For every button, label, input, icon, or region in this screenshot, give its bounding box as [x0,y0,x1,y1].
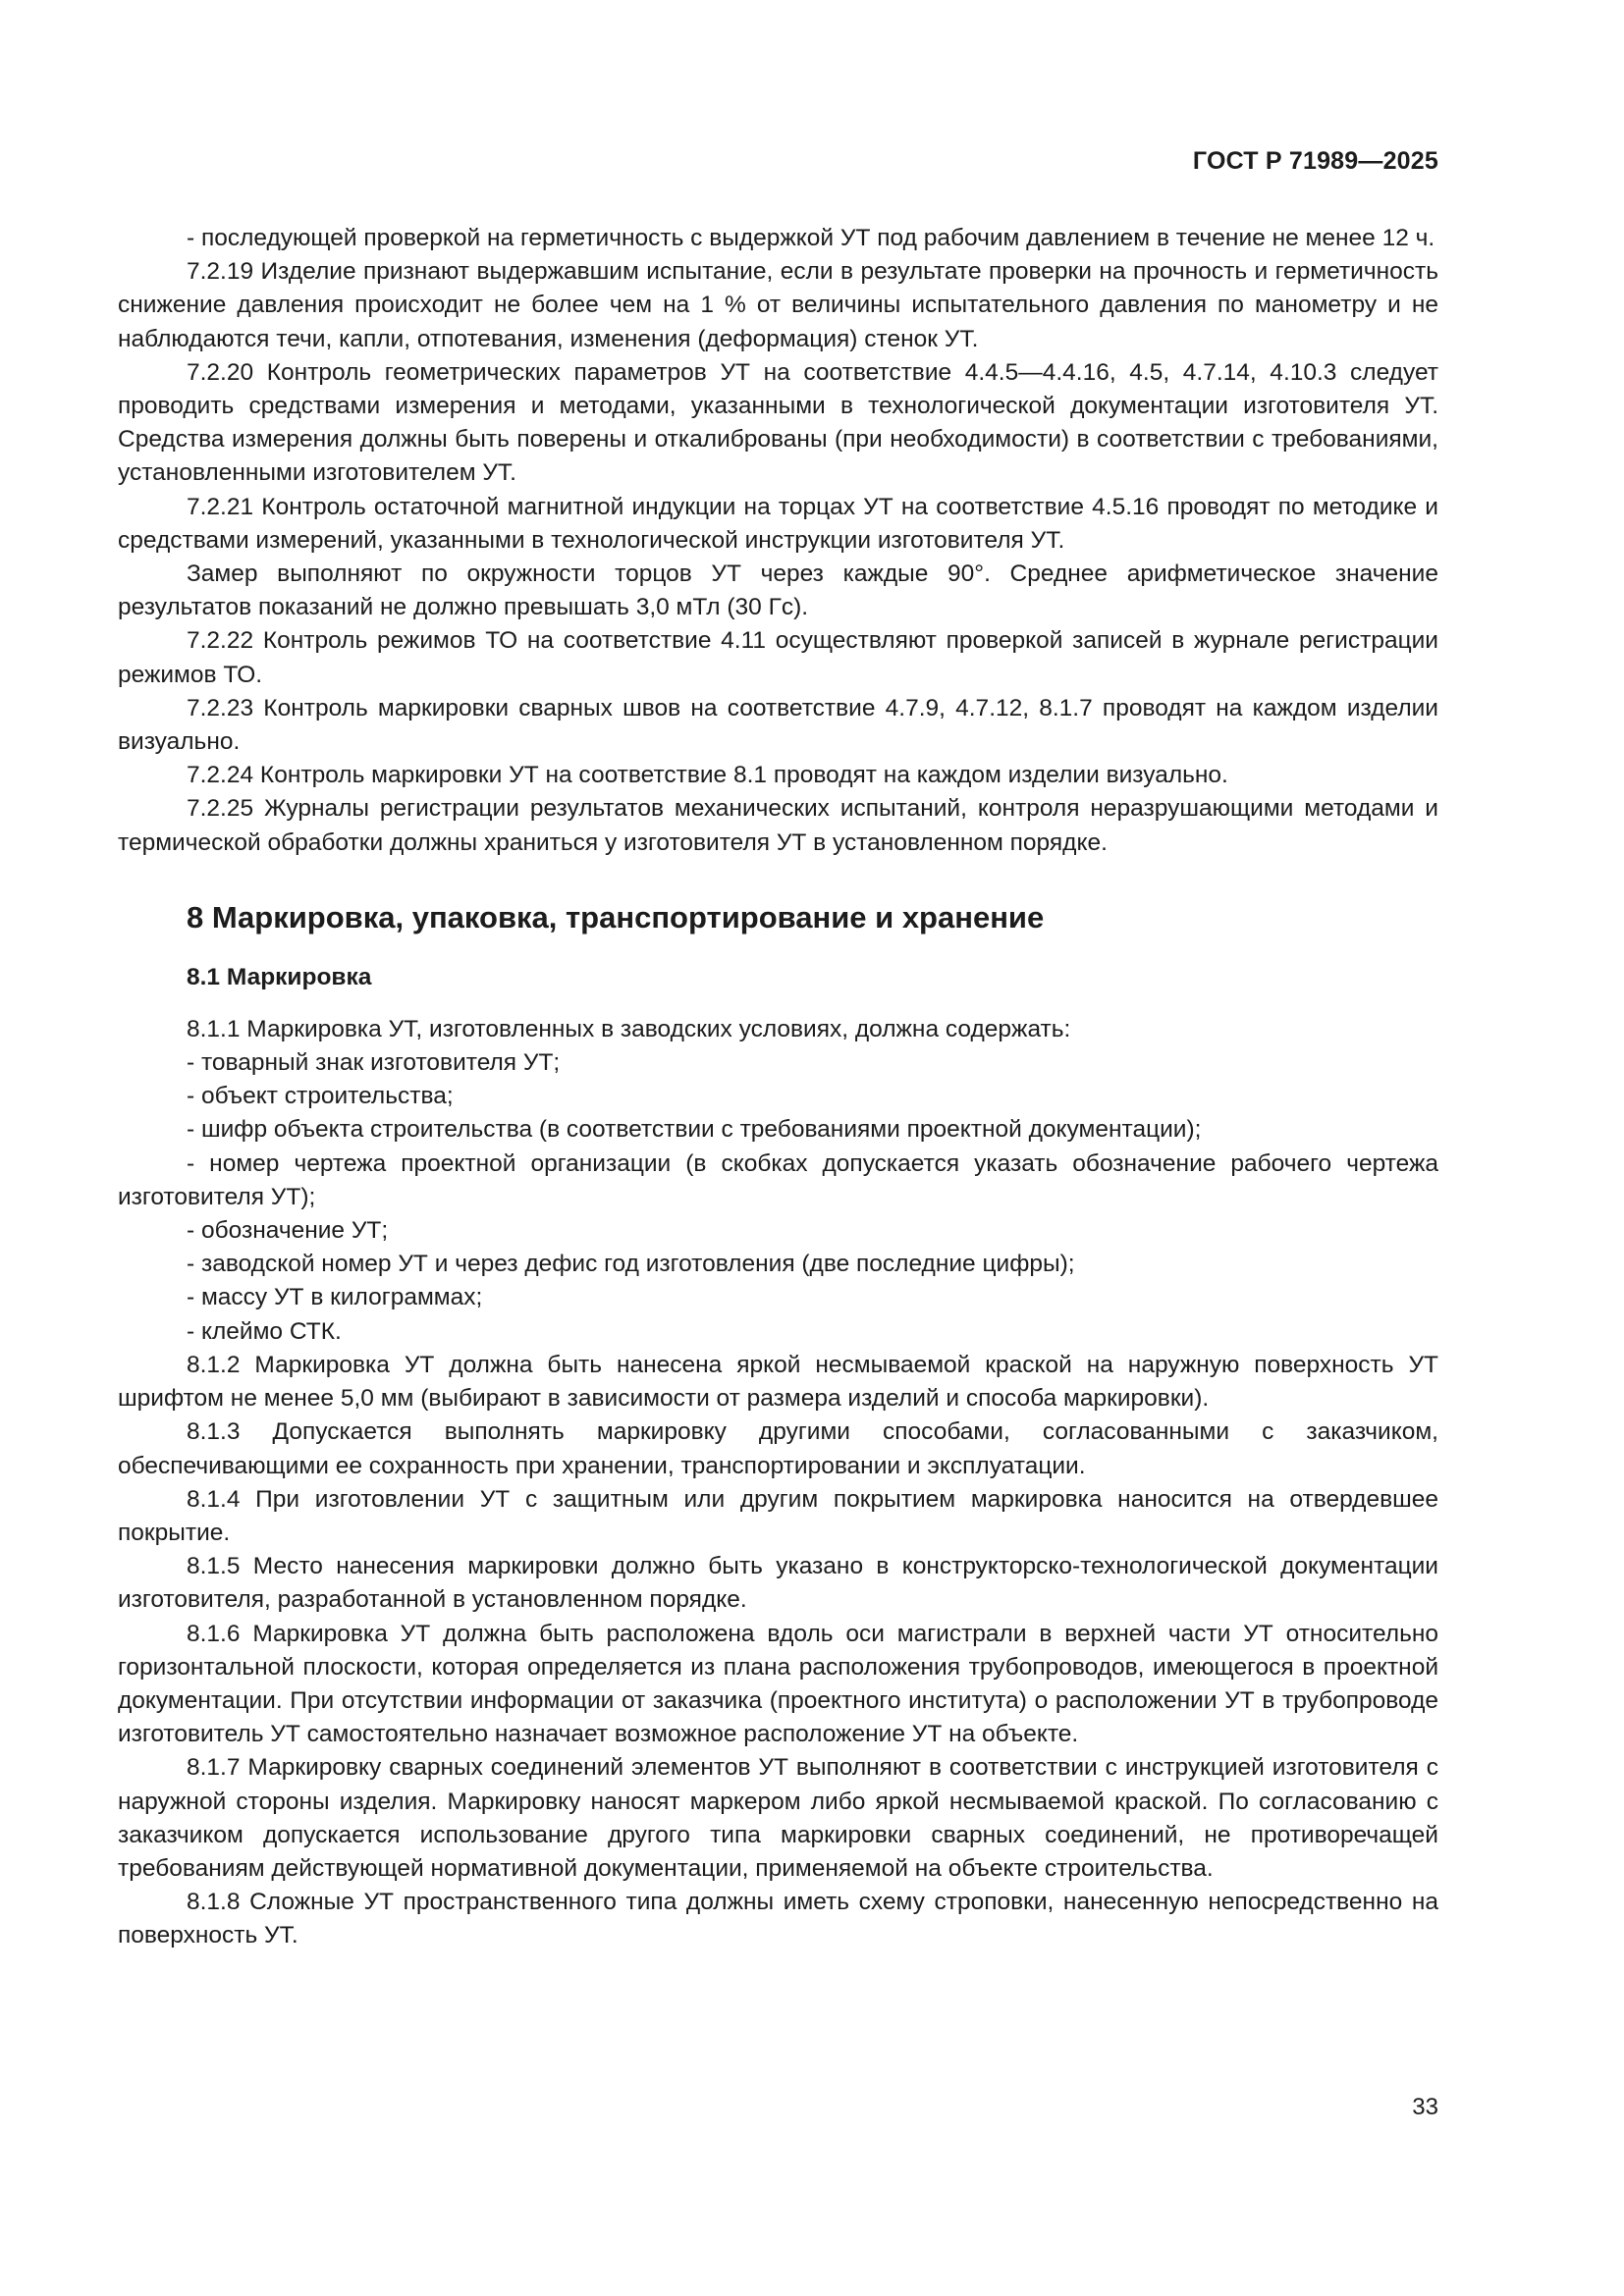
list-item-serial-number: - заводской номер УТ и через дефис год изготовления (две последние цифры); [187,1251,1075,1278]
page-number: 33 [1412,2094,1438,2120]
list-item-trademark: - товарный знак изготовителя УТ; [187,1049,561,1077]
paragraph-7-2-22: 7.2.22 Контроль режимов ТО на соответствие 4.11 осуществляют проверкой записей в журнале регистрации режимов ТО. [118,627,1438,688]
section-8-title: 8 Маркировка, упаковка, транспортирование и хранение [187,899,1045,934]
paragraph-7-2-21-measurement: Замер выполняют по окружности торцов УТ через каждые 90°. Среднее арифметическое значение результатов показаний не должно превышать 3,0 мТл (30 Гс). [118,561,1438,621]
document-code-header: ГОСТ Р 71989—2025 [1192,147,1438,175]
list-item-object-code: - шифр объекта строительства (в соответствии с требованиями проектной документации); [187,1116,1202,1144]
paragraph-8-1-4: 8.1.4 При изготовлении УТ с защитным или другим покрытием маркировка наносится на отвердевшее покрытие. [118,1485,1438,1546]
paragraph-8-1-7: 8.1.7 Маркировку сварных соединений элементов УТ выполняют в соответствии с инструкцией изготовителя с наружной стороны изделия. Маркировку наносят маркером либо яркой несмываемой краской. По согласованию с заказчиком допускается использование другого типа маркировки сварных соединений, не противоречащей требованиям действующей нормативной документации, применяемой на объекте строительства. [118,1754,1438,1882]
paragraph-7-2-24: 7.2.24 Контроль маркировки УТ на соответствие 8.1 проводят на каждом изделии визуально. [187,762,1228,789]
list-item-designation: - обозначение УТ; [187,1217,389,1245]
paragraph-7-2-21: 7.2.21 Контроль остаточной магнитной индукции на торцах УТ на соответствие 4.5.16 проводят по методике и средствами измерений, указанными в технологической инструкции изготовителя УТ. [118,493,1438,554]
list-item-drawing-number: - номер чертежа проектной организации (в скобках допускается указать обозначение рабочего чертежа изготовителя УТ); [118,1149,1438,1210]
paragraph-8-1-3: 8.1.3 Допускается выполнять маркировку другими способами, согласованными с заказчиком, обеспечивающими ее сохранность при хранении, транспортировании и эксплуатации. [118,1418,1438,1479]
list-item-construction-object: - объект строительства; [187,1083,454,1110]
list-item-mass: - массу УТ в килограммах; [187,1284,483,1311]
paragraph-8-1-5: 8.1.5 Место нанесения маркировки должно быть указано в конструкторско-технологической документации изготовителя, разработанной в установленном порядке. [118,1553,1438,1614]
paragraph-8-1-6: 8.1.6 Маркировка УТ должна быть расположена вдоль оси магистрали в верхней части УТ относительно горизонтальной плоскости, которая определяется из плана расположения трубопроводов, имеющегося в проектной документации. При отсутствии информации от заказчика (проектного института) о расположении УТ в трубопроводе изготовитель УТ самостоятельно назначает возможное расположение УТ на объекте. [118,1620,1438,1748]
subsection-8-1-title: 8.1 Маркировка [187,963,372,990]
list-item-stamp: - клеймо СТК. [187,1317,342,1345]
paragraph-7-2-20: 7.2.20 Контроль геометрических параметров УТ на соответствие 4.4.5—4.4.16, 4.5, 4.7.14, 4.10.3 следует проводить средствами измерения и методами, указанными в технологической документации изготовителя УТ. Средства измерения должны быть поверены и откалиброваны (при необходимости) в соответствии с требованиями, установленными изготовителем УТ. [118,358,1438,487]
paragraph-8-1-2: 8.1.2 Маркировка УТ должна быть нанесена яркой несмываемой краской на наружную поверхность УТ шрифтом не менее 5,0 мм (выбирают в зависимости от размера изделий и способа маркировки). [118,1351,1438,1413]
paragraph-8-1-8: 8.1.8 Сложные УТ пространственного типа должны иметь схему строповки, нанесенную непосредственно на поверхность УТ. [118,1889,1438,1949]
paragraph-7-2-18-cont: - последующей проверкой на герметичность с выдержкой УТ под рабочим давлением в течение не менее 12 ч. [187,225,1435,251]
page-content [118,222,1438,1953]
paragraph-7-2-23: 7.2.23 Контроль маркировки сварных швов на соответствие 4.7.9, 4.7.12, 8.1.7 проводят на каждом изделии визуально. [118,694,1438,756]
paragraph-7-2-19: 7.2.19 Изделие признают выдержавшим испытание, если в результате проверки на прочность и герметичность снижение давления происходит не более чем на 1 % от величины испытательного давления по манометру и не наблюдаются течи, капли, отпотевания, изменения (деформация) стенок УТ. [118,258,1438,352]
paragraph-8-1-1: 8.1.1 Маркировка УТ, изготовленных в заводских условиях, должна содержать: [187,1015,1071,1042]
paragraph-7-2-25: 7.2.25 Журналы регистрации результатов механических испытаний, контроля неразрушающими методами и термической обработки должны храниться у изготовителя УТ в установленном порядке. [118,795,1438,856]
